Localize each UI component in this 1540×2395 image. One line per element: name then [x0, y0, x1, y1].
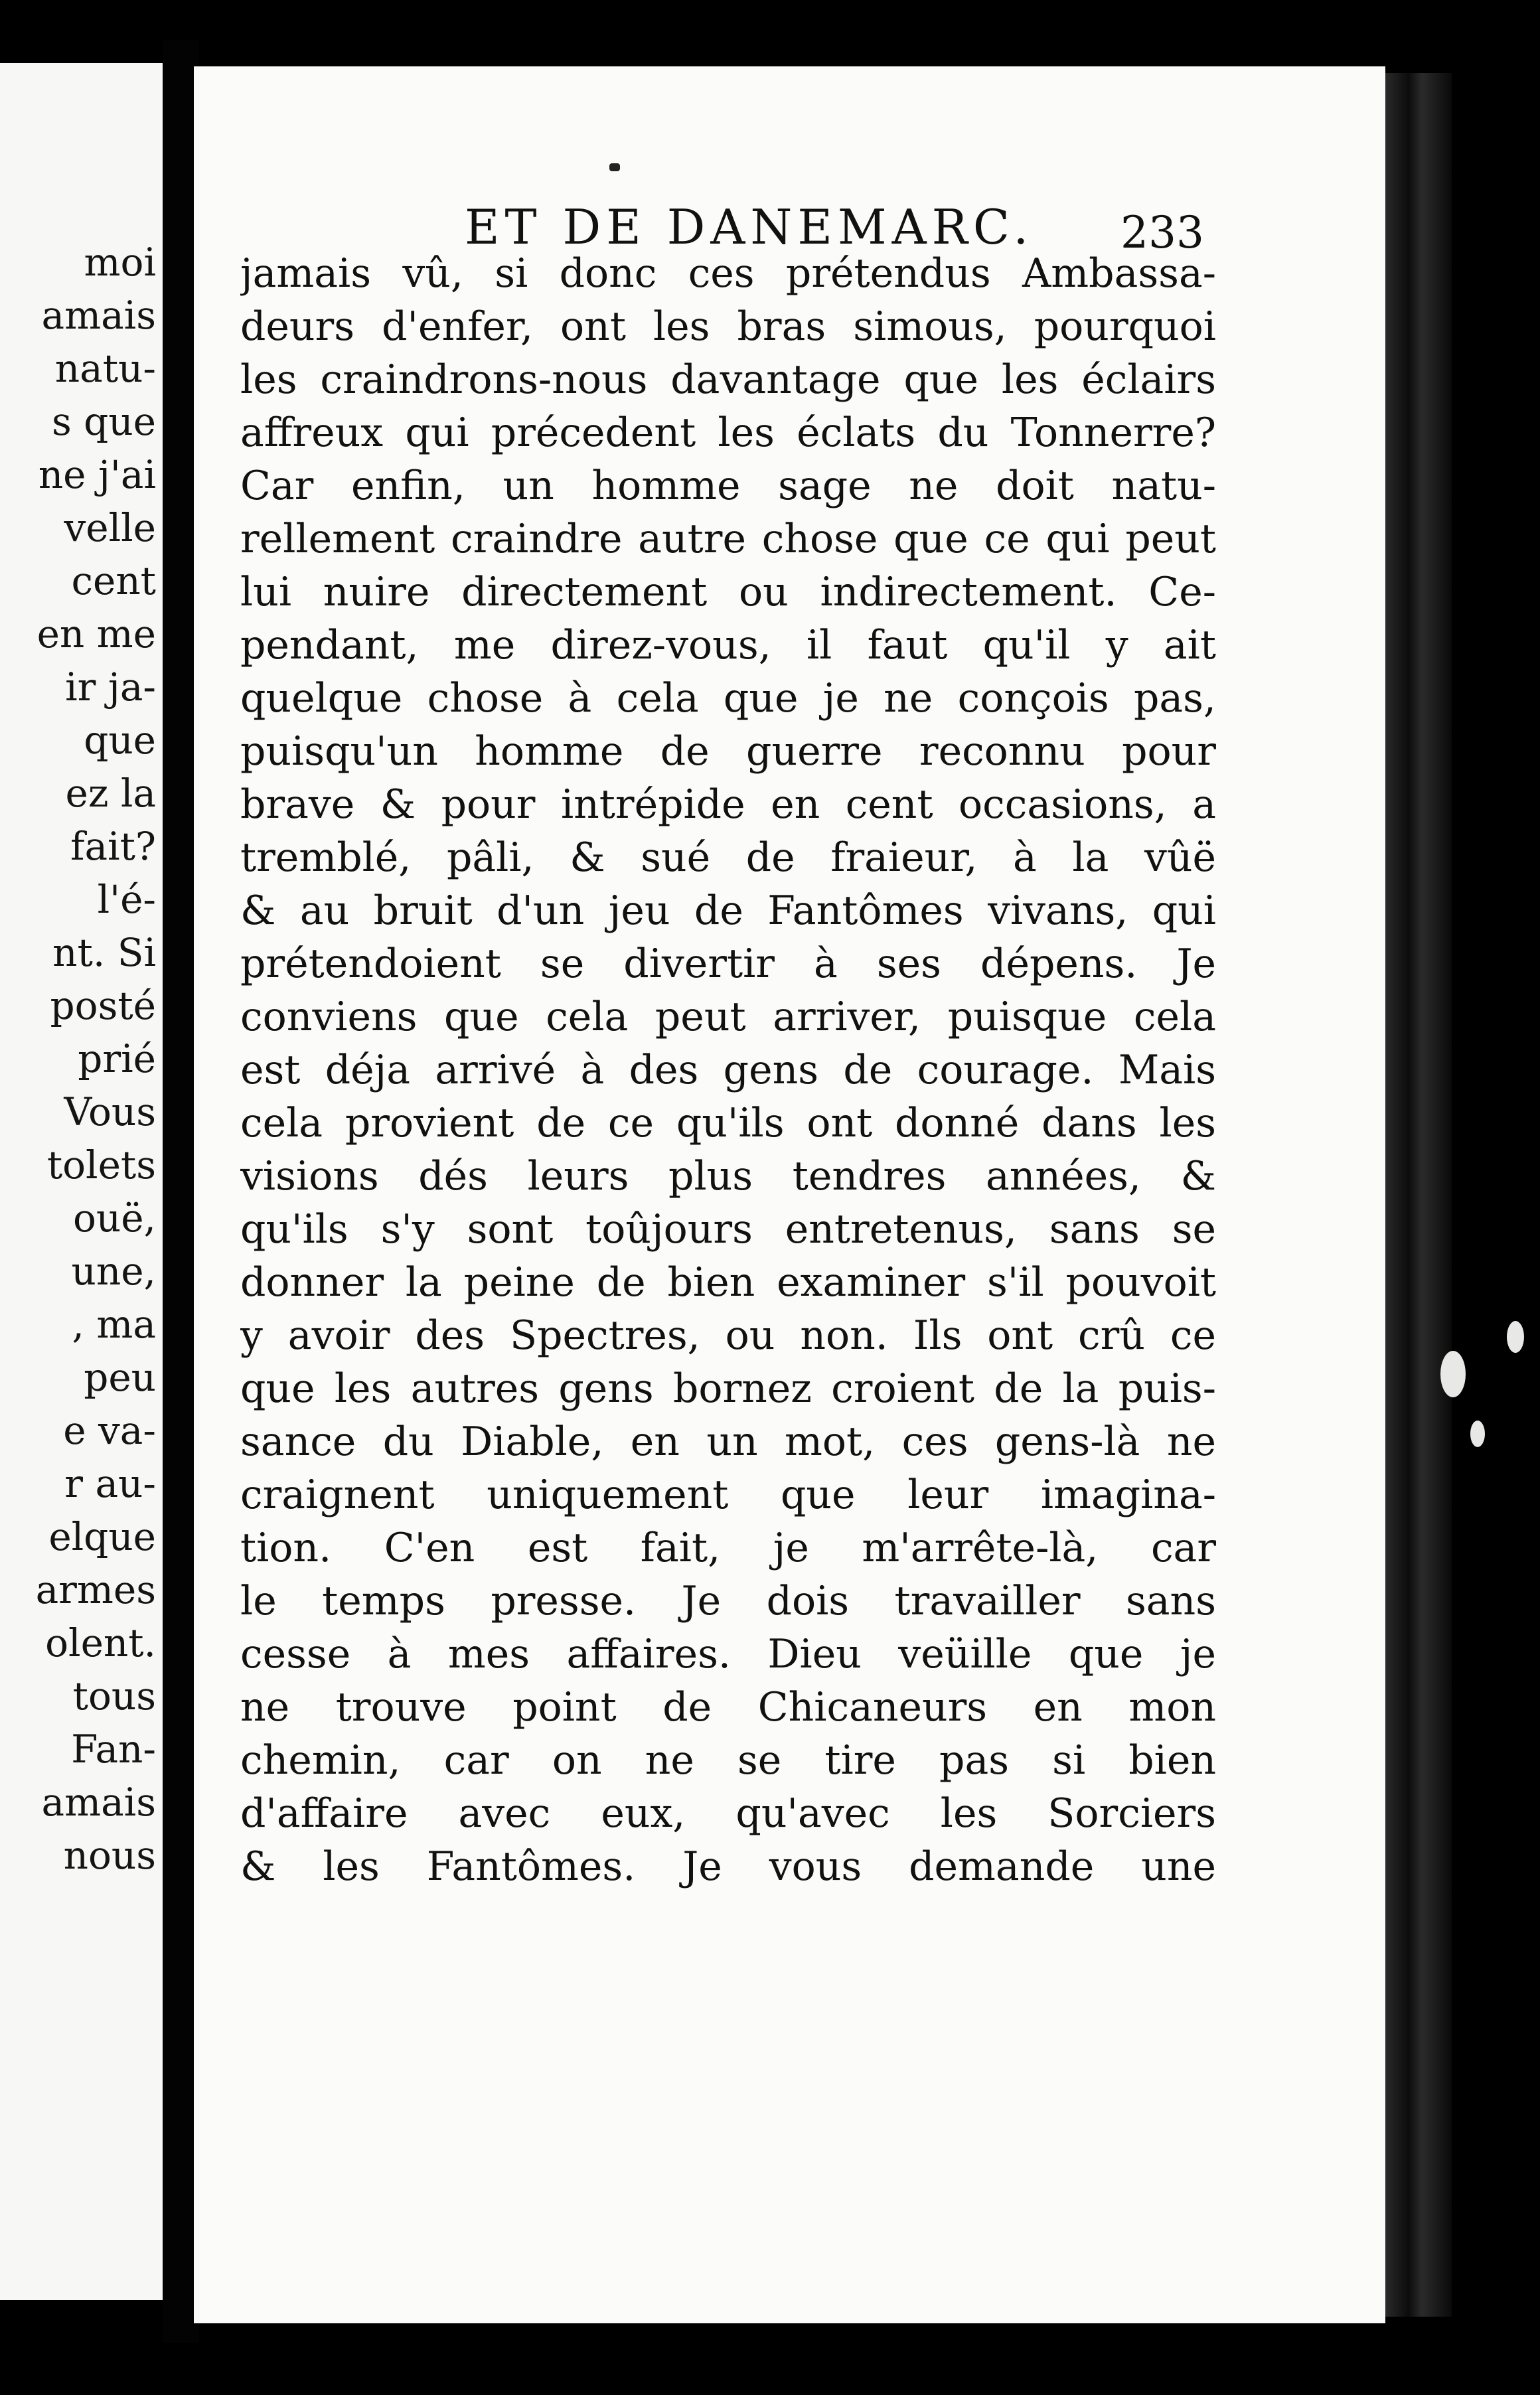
- paper-damage-spot: [1470, 1421, 1485, 1447]
- text-line: les craindrons-nous davantage que les éclairs: [240, 356, 1216, 403]
- text-line-fragment: peu: [84, 1355, 156, 1400]
- text-line: est déja arrivé à des gens de courage. Mais: [240, 1047, 1216, 1093]
- text-line-fragment: Fan-: [71, 1727, 156, 1772]
- text-line: y avoir des Spectres, ou non. Ils ont crû ce: [240, 1312, 1216, 1359]
- text-line: puisqu'un homme de guerre reconnu pour: [240, 728, 1216, 775]
- text-line-fragment: , ma: [72, 1302, 156, 1347]
- text-line-fragment: une,: [71, 1249, 156, 1294]
- text-line: sance du Diable, en un mot, ces gens-là ne: [240, 1419, 1216, 1465]
- text-line-fragment: s que: [51, 399, 156, 444]
- text-line-fragment: ez la: [65, 771, 156, 816]
- page-block-edge: [1385, 73, 1452, 2317]
- text-line: tion. C'en est fait, je m'arrête-là, car: [240, 1525, 1216, 1571]
- text-line-fragment: natu-: [54, 346, 156, 391]
- text-line: brave & pour intrépide en cent occasions, a: [240, 781, 1216, 828]
- text-line-fragment: velle: [64, 505, 156, 550]
- text-line: qu'ils s'y sont toûjours entretenus, sans se: [240, 1206, 1216, 1253]
- text-line-fragment: ne j'ai: [38, 452, 156, 497]
- page-number: 233: [1120, 207, 1204, 258]
- text-line: cela provient de ce qu'ils ont donné dans les: [240, 1100, 1216, 1146]
- text-line-fragment: l'é-: [97, 877, 156, 922]
- text-line-fragment: prié: [78, 1036, 156, 1081]
- text-line-fragment: fait?: [70, 824, 156, 869]
- text-line-fragment: que: [84, 718, 156, 763]
- text-line: que les autres gens bornez croient de la puis-: [240, 1365, 1216, 1412]
- text-line: lui nuire directement ou indirectement. Ce-: [240, 569, 1216, 615]
- text-line: conviens que cela peut arriver, puisque cela: [240, 994, 1216, 1040]
- text-line-fragment: r au-: [64, 1461, 156, 1506]
- text-line: prétendoient se divertir à ses dépens. Je: [240, 941, 1216, 987]
- text-line: le temps presse. Je dois travailler sans: [240, 1578, 1216, 1624]
- text-line-fragment: amais: [41, 293, 156, 338]
- text-line: Car enfin, un homme sage ne doit natu-: [240, 463, 1216, 509]
- text-line-fragment: cent: [71, 558, 156, 603]
- paper-damage-spot: [1440, 1351, 1466, 1397]
- text-line: cesse à mes affaires. Dieu veüille que je: [240, 1631, 1216, 1677]
- text-line-fragment: ouë,: [72, 1196, 156, 1241]
- text-line: d'affaire avec eux, qu'avec les Sorciers: [240, 1790, 1216, 1837]
- text-line-fragment: elque: [48, 1514, 156, 1559]
- text-line: visions dés leurs plus tendres années, &: [240, 1153, 1216, 1199]
- text-line-fragment: moi: [84, 240, 156, 285]
- printer-mark: [609, 163, 620, 171]
- text-line-fragment: armes: [35, 1567, 156, 1612]
- text-line-fragment: posté: [50, 983, 156, 1028]
- text-line: & au bruit d'un jeu de Fantômes vivans, qui: [240, 888, 1216, 934]
- text-line: craignent uniquement que leur imagina-: [240, 1472, 1216, 1518]
- text-line-fragment: tous: [72, 1673, 156, 1719]
- text-line-fragment: tolets: [46, 1142, 156, 1188]
- text-line-fragment: nt. Si: [52, 930, 156, 975]
- previous-page-fragment: [0, 63, 163, 2300]
- text-line: pendant, me direz-vous, il faut qu'il y ait: [240, 622, 1216, 668]
- text-line-fragment: e va-: [63, 1408, 156, 1453]
- text-line: & les Fantômes. Je vous demande une: [240, 1843, 1216, 1890]
- text-line-fragment: ir ja-: [65, 664, 156, 710]
- text-line: ne trouve point de Chicaneurs en mon: [240, 1684, 1216, 1731]
- text-line-fragment: en me: [37, 611, 156, 657]
- previous-page-text: [36, 236, 156, 1882]
- text-line: tremblé, pâli, & sué de fraieur, à la vûë: [240, 834, 1216, 881]
- text-line: deurs d'enfer, ont les bras simous, pourquoi: [240, 303, 1216, 350]
- text-line: quelque chose à cela que je ne conçois pas,: [240, 675, 1216, 722]
- text-line: rellement craindre autre chose que ce qui peut: [240, 516, 1216, 562]
- paper-damage-spot: [1507, 1321, 1524, 1353]
- text-line: donner la peine de bien examiner s'il pouvoit: [240, 1259, 1216, 1306]
- text-line-fragment: Vous: [64, 1089, 156, 1134]
- page-body-text: [240, 247, 1216, 1893]
- text-line: chemin, car on ne se tire pas si bien: [240, 1737, 1216, 1784]
- text-line-fragment: nous: [63, 1833, 156, 1878]
- running-head: ET DE DANEMARC.: [465, 199, 1034, 255]
- text-line-fragment: amais: [41, 1780, 156, 1825]
- text-line-fragment: olent.: [45, 1620, 156, 1665]
- text-line: jamais vû, si donc ces prétendus Ambassa-: [240, 250, 1216, 297]
- text-line: affreux qui précedent les éclats du Tonnerre?: [240, 410, 1216, 456]
